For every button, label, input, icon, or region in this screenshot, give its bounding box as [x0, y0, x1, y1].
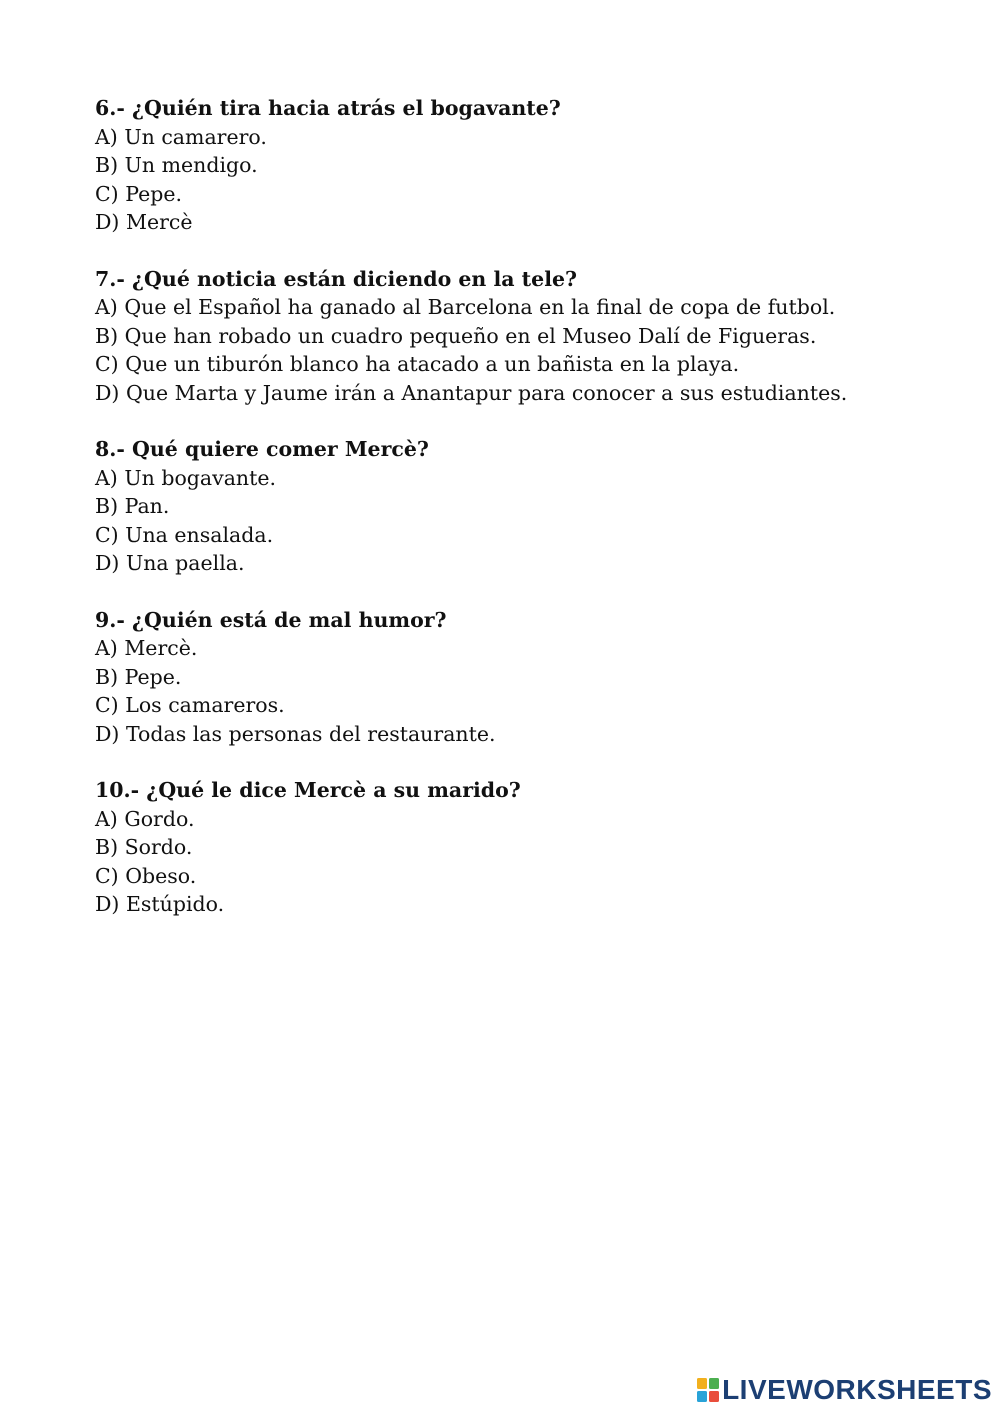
- question-6: [95, 94, 955, 237]
- question-list: [95, 94, 955, 947]
- liveworksheets-logo-icon: [697, 1378, 719, 1402]
- option-b: B) Sordo.: [95, 835, 193, 859]
- option-d: D) Una paella.: [95, 551, 245, 575]
- option-a: A) Un bogavante.: [95, 465, 277, 490]
- option-d: D) Que Marta y Jaume irán a Anantapur para conocer a sus estudiantes.: [95, 380, 848, 405]
- question-8: [95, 435, 955, 578]
- question-7: [95, 265, 955, 408]
- brand-text: LIVEWORKSHEETS: [722, 1374, 992, 1405]
- question-title: 7.- ¿Qué noticia están diciendo en la tele?: [95, 266, 578, 291]
- option-b: B) Un mendigo.: [95, 153, 258, 177]
- option-c: C) Pepe.: [95, 181, 182, 206]
- option-a: A) Mercè.: [95, 636, 198, 660]
- option-b: B) Pan.: [95, 494, 170, 518]
- liveworksheets-brand: [697, 1375, 992, 1405]
- question-title: 9.- ¿Quién está de mal humor?: [95, 607, 447, 632]
- option-c: C) Que un tiburón blanco ha atacado a un bañista en la playa.: [95, 352, 740, 376]
- option-c: C) Una ensalada.: [95, 522, 274, 547]
- option-c: C) Los camareros.: [95, 693, 285, 717]
- logo-block-i: [709, 1378, 719, 1389]
- option-d: D) Todas las personas del restaurante.: [95, 721, 496, 746]
- option-c: C) Obeso.: [95, 863, 197, 888]
- question-title: 10.- ¿Qué le dice Mercè a su marido?: [95, 778, 521, 802]
- logo-block-l: [697, 1378, 707, 1389]
- logo-block-e: [709, 1391, 719, 1402]
- option-a: A) Gordo.: [95, 806, 195, 831]
- question-title: 6.- ¿Quién tira hacia atrás el bogavante?: [95, 96, 561, 120]
- option-b: B) Pepe.: [95, 664, 182, 689]
- question-9: [95, 606, 955, 749]
- option-a: A) Que el Español ha ganado al Barcelona en la final de copa de futbol.: [95, 295, 836, 319]
- option-d: D) Estúpido.: [95, 892, 225, 916]
- question-title: 8.- Qué quiere comer Mercè?: [95, 437, 429, 461]
- option-d: D) Mercè: [95, 210, 193, 234]
- question-10: [95, 776, 955, 919]
- logo-block-v: [697, 1391, 707, 1402]
- option-b: B) Que han robado un cuadro pequeño en el Museo Dalí de Figueras.: [95, 323, 817, 348]
- option-a: A) Un camarero.: [95, 124, 267, 149]
